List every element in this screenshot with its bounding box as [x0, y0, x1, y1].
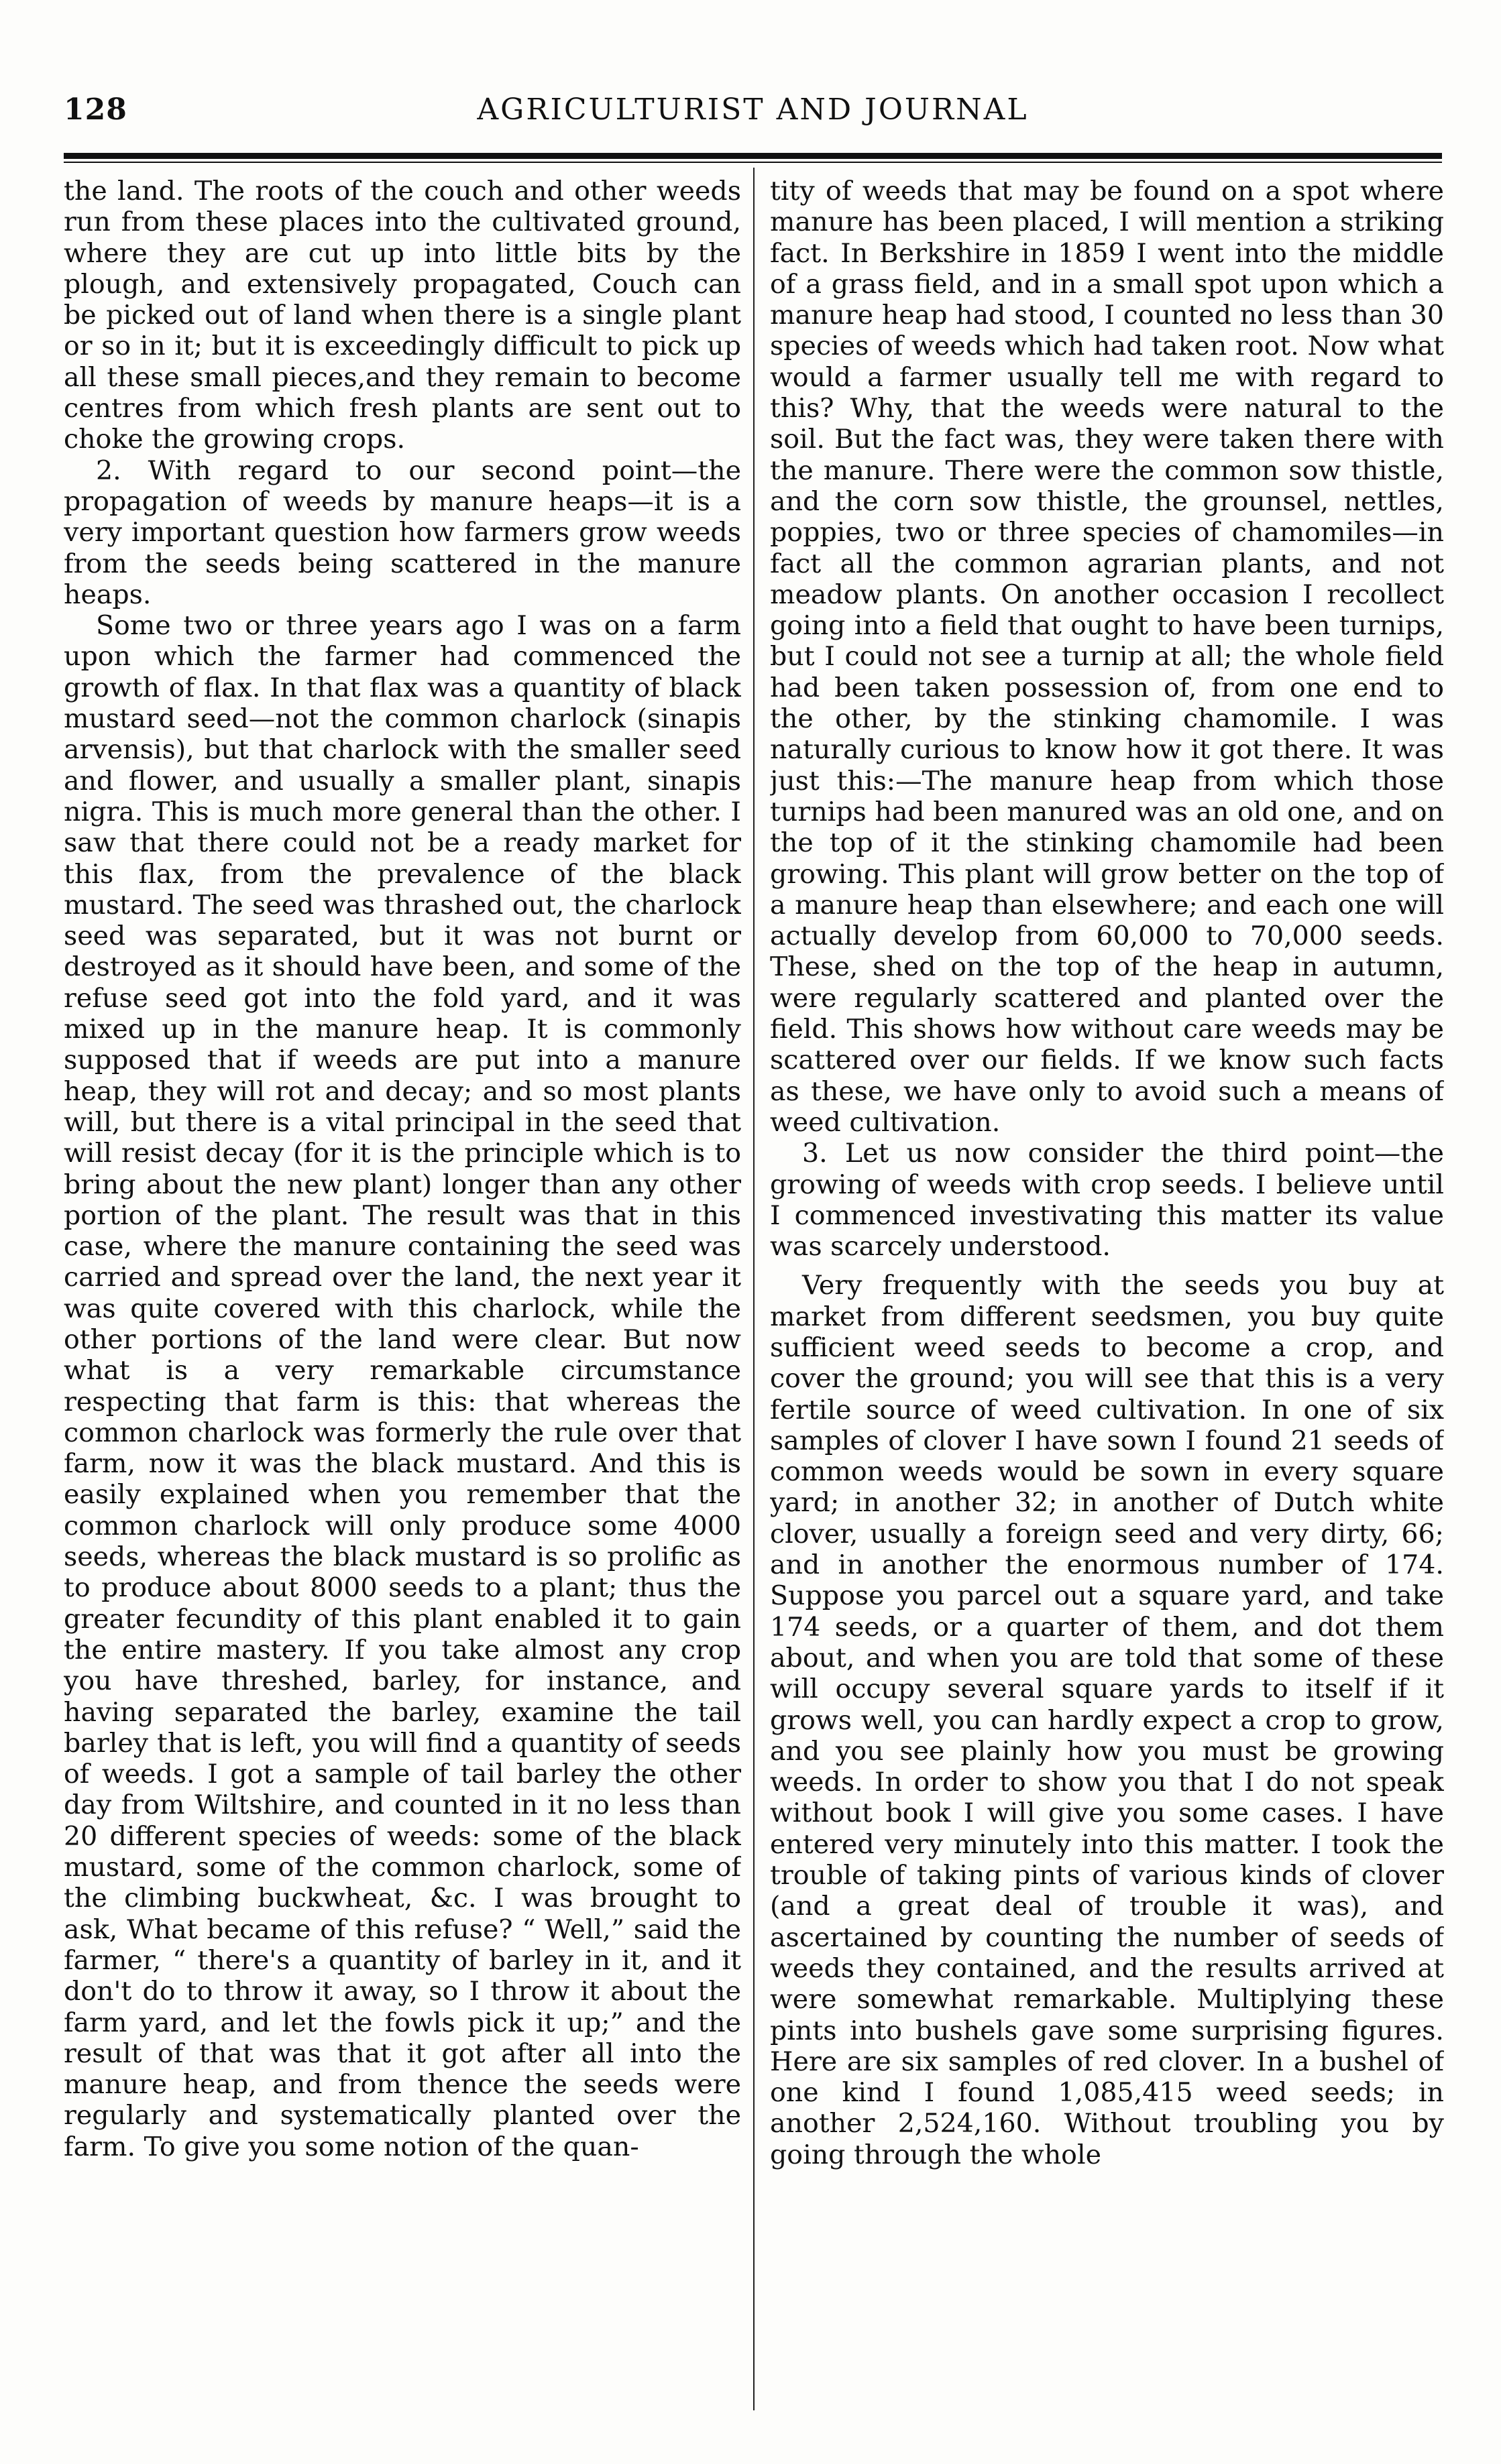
left-column	[64, 176, 741, 2415]
header-rule-thick	[64, 153, 1442, 159]
running-title: AGRICULTURIST AND JOURNAL	[477, 93, 1029, 127]
page-header	[64, 93, 1442, 139]
right-column	[770, 176, 1444, 2415]
paragraph-clover-seeds: Very frequently with the seeds you buy at market from different seedsmen, you buy quite sufficient weed seeds to become a crop, and cover the ground; you will see that this is a very fertile source of weed cultivation. In one of six samples of clover I have sown I found 21 seeds of common weeds would be sown in every square yard; in another 32; in another of Dutch white clover, usually a foreign seed and very dirty, 66; and in another the enormous number of 174. Suppose you parcel out a square yard, and take 174 seeds, or a quarter of them, and dot them about, and when you are told that some of these will occupy several square yards to itself if it grows well, you can hardly expect a crop to grow, and you see plainly how you must be growing weeds. In order to show you that I do not speak without book I will give you some cases. I have entered very minutely into this matter. I took the trouble of taking pints of various kinds of clover (and a great deal of trouble it was), and ascertained by counting the number of seeds of weeds they contained, and the results arrived at were somewhat remarkable. Multiplying these pints into bushels gave some surprising figures. Here are six samples of red clover. In a bushel of one kind I found 1,085,415 weed seeds; in another 2,524,160. Without troubling you by going through the whole	[770, 1270, 1444, 2170]
paragraph-third-point: 3. Let us now consider the third point—the growing of weeds with crop seeds. I believe until I commenced investivating this matter its value was scarcely understood.	[770, 1138, 1444, 1263]
paragraph-second-point: 2. With regard to our second point—the propagation of weeds by manure heaps—it is a very important question how farmers grow weeds from the seeds being scattered in the manure heaps.	[64, 455, 741, 610]
page-number: 128	[64, 93, 127, 127]
paragraph-berkshire: tity of weeds that may be found on a spot where manure has been placed, I will mention a striking fact. In Berkshire in 1859 I went into the middle of a grass field, and in a small spot upon which a manure heap had stood, I counted no less than 30 species of weeds which had taken root. Now what would a farmer usually tell me with regard to this? Why, that the weeds were natural to the soil. But the fact was, they were taken there with the manure. There were the common sow thistle, and the corn sow thistle, the grounsel, nettles, poppies, two or three species of chamomiles—in fact all the common agrarian plants, and not meadow plants. On another occasion I recollect going into a field that ought to have been turnips, but I could not see a turnip at all; the whole field had been taken possession of, from one end to the other, by the stinking chamomile. I was naturally curious to know how it got there. It was just this:—The manure heap from which those turnips had been manured was an old one, and on the top of it the stinking chamomile had been growing. This plant will grow better on the top of a manure heap than elsewhere; and each one will actually develop from 60,000 to 70,000 seeds. These, shed on the top of the heap in autumn, were regularly scattered and planted over the field. This shows how without care weeds may be scattered over our fields. If we know such facts as these, we have only to avoid such a means of weed cultivation.	[770, 176, 1444, 1138]
header-rule-thin	[64, 162, 1442, 163]
column-divider	[753, 168, 755, 2410]
paragraph-continued: the land. The roots of the couch and other weeds run from these places into the cultivated ground, where they are cut up into little bits by the plough, and extensively propagated, Couch can be picked out of land when there is a single plant or so in it; but it is exceedingly difficult to pick up all these small pieces,and they remain to become centres from which fresh plants are sent out to choke the growing crops.	[64, 176, 741, 455]
paragraph-flax-farm: Some two or three years ago I was on a farm upon which the farmer had commenced the growth of flax. In that flax was a quantity of black mustard seed—not the common charlock (sinapis arvensis), but that charlock with the smaller seed and flower, and usually a smaller plant, sinapis nigra. This is much more general than the other. I saw that there could not be a ready market for this flax, from the prevalence of the black mustard. The seed was thrashed out, the charlock seed was separated, but it was not burnt or destroyed as it should have been, and some of the refuse seed got into the fold yard, and it was mixed up in the manure heap. It is commonly supposed that if weeds are put into a manure heap, they will rot and decay; and so most plants will, but there is a vital principal in the seed that will resist decay (for it is the principle which is to bring about the new plant) longer than any other portion of the plant. The result was that in this case, where the manure containing the seed was carried and spread over the land, the next year it was quite covered with this charlock, while the other portions of the land were clear. But now what is a very remarkable circumstance respecting that farm is this: that whereas the common charlock was formerly the rule over that farm, now it was the black mustard. And this is easily explained when you remember that the common charlock will only produce some 4000 seeds, whereas the black mustard is so prolific as to produce about 8000 seeds to a plant; thus the greater fecundity of this plant enabled it to gain the entire mastery. If you take almost any crop you have threshed, barley, for instance, and having separated the barley, examine the tail barley that is left, you will find a quantity of seeds of weeds. I got a sample of tail barley the other day from Wiltshire, and counted in it no less than 20 different species of weeds: some of the black mustard, some of the common charlock, some of the climbing buckwheat, &c. I was brought to ask, What became of this refuse? “ Well,” said the farmer, “ there's a quantity of barley in it, and it don't do to throw it away, so I throw it about the farm yard, and let the fowls pick it up;” and the result of that was that it got after all into the manure heap, and from thence the seeds were regularly and systematically planted over the farm. To give you some notion of the quan-	[64, 610, 741, 2162]
